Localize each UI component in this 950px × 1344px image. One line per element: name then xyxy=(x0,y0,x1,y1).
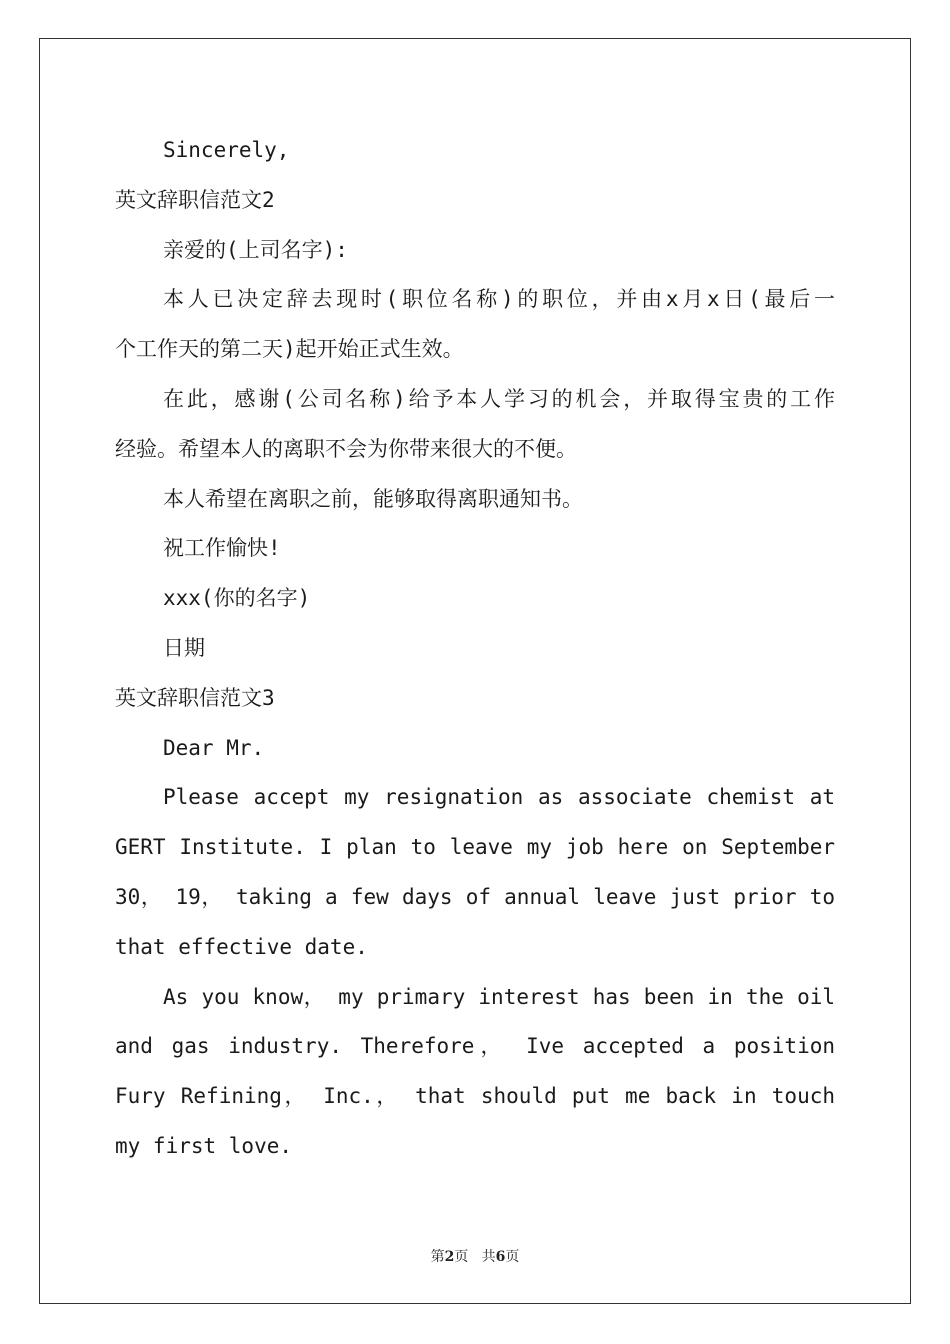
paragraph-line: 30， 19， taking a few days of annual leave just prior to xyxy=(115,884,835,909)
closing-sincerely: Sincerely, xyxy=(163,138,290,162)
paragraph-line: GERT Institute. I plan to leave my job here on September xyxy=(115,835,835,860)
footer-total-prefix: 共 xyxy=(481,1249,496,1265)
footer-total-suffix: 页 xyxy=(505,1249,520,1265)
paragraph-line: Fury Refining， Inc.， that should put me back in touch xyxy=(115,1084,835,1109)
paragraph-line: 个工作天的第二天)起开始正式生效。 xyxy=(115,337,464,362)
paragraph-line: Please accept my resignation as associate chemist at xyxy=(163,785,835,810)
paragraph-line: 在此，感谢(公司名称)给予本人学习的机会，并取得宝贵的工作 xyxy=(163,386,835,411)
paragraph-line: As you know， my primary interest has been in the oil xyxy=(163,984,835,1009)
document-body xyxy=(115,126,835,1172)
paragraph-line: that effective date. xyxy=(115,934,368,959)
paragraph-line: 本人已决定辞去现时(职位名称)的职位，并由x月x日(最后一 xyxy=(163,287,835,312)
footer-page-number: 2 xyxy=(444,1249,455,1265)
heading-sample-2: 英文辞职信范文2 xyxy=(115,187,275,212)
paragraph-line: my first love. xyxy=(115,1133,293,1158)
salutation-en: Dear Mr. xyxy=(163,735,265,760)
heading-sample-3: 英文辞职信范文3 xyxy=(115,685,275,710)
signature-name: xxx(你的名字) xyxy=(163,586,311,611)
paragraph-line: and gas industry. Therefore， Ive accepted a position xyxy=(115,1034,835,1059)
page-footer xyxy=(0,1246,950,1266)
footer-page-prefix: 第 xyxy=(430,1249,445,1265)
footer-page-suffix: 页 xyxy=(454,1249,469,1265)
paragraph-line: 本人希望在离职之前，能够取得离职通知书。 xyxy=(163,486,583,511)
salutation-cn: 亲爱的(上司名字): xyxy=(163,237,348,262)
paragraph-line: 经验。希望本人的离职不会为你带来很大的不便。 xyxy=(115,436,577,461)
footer-total-pages: 6 xyxy=(495,1249,506,1265)
closing-wish: 祝工作愉快! xyxy=(163,536,281,561)
signature-date: 日期 xyxy=(163,635,205,660)
